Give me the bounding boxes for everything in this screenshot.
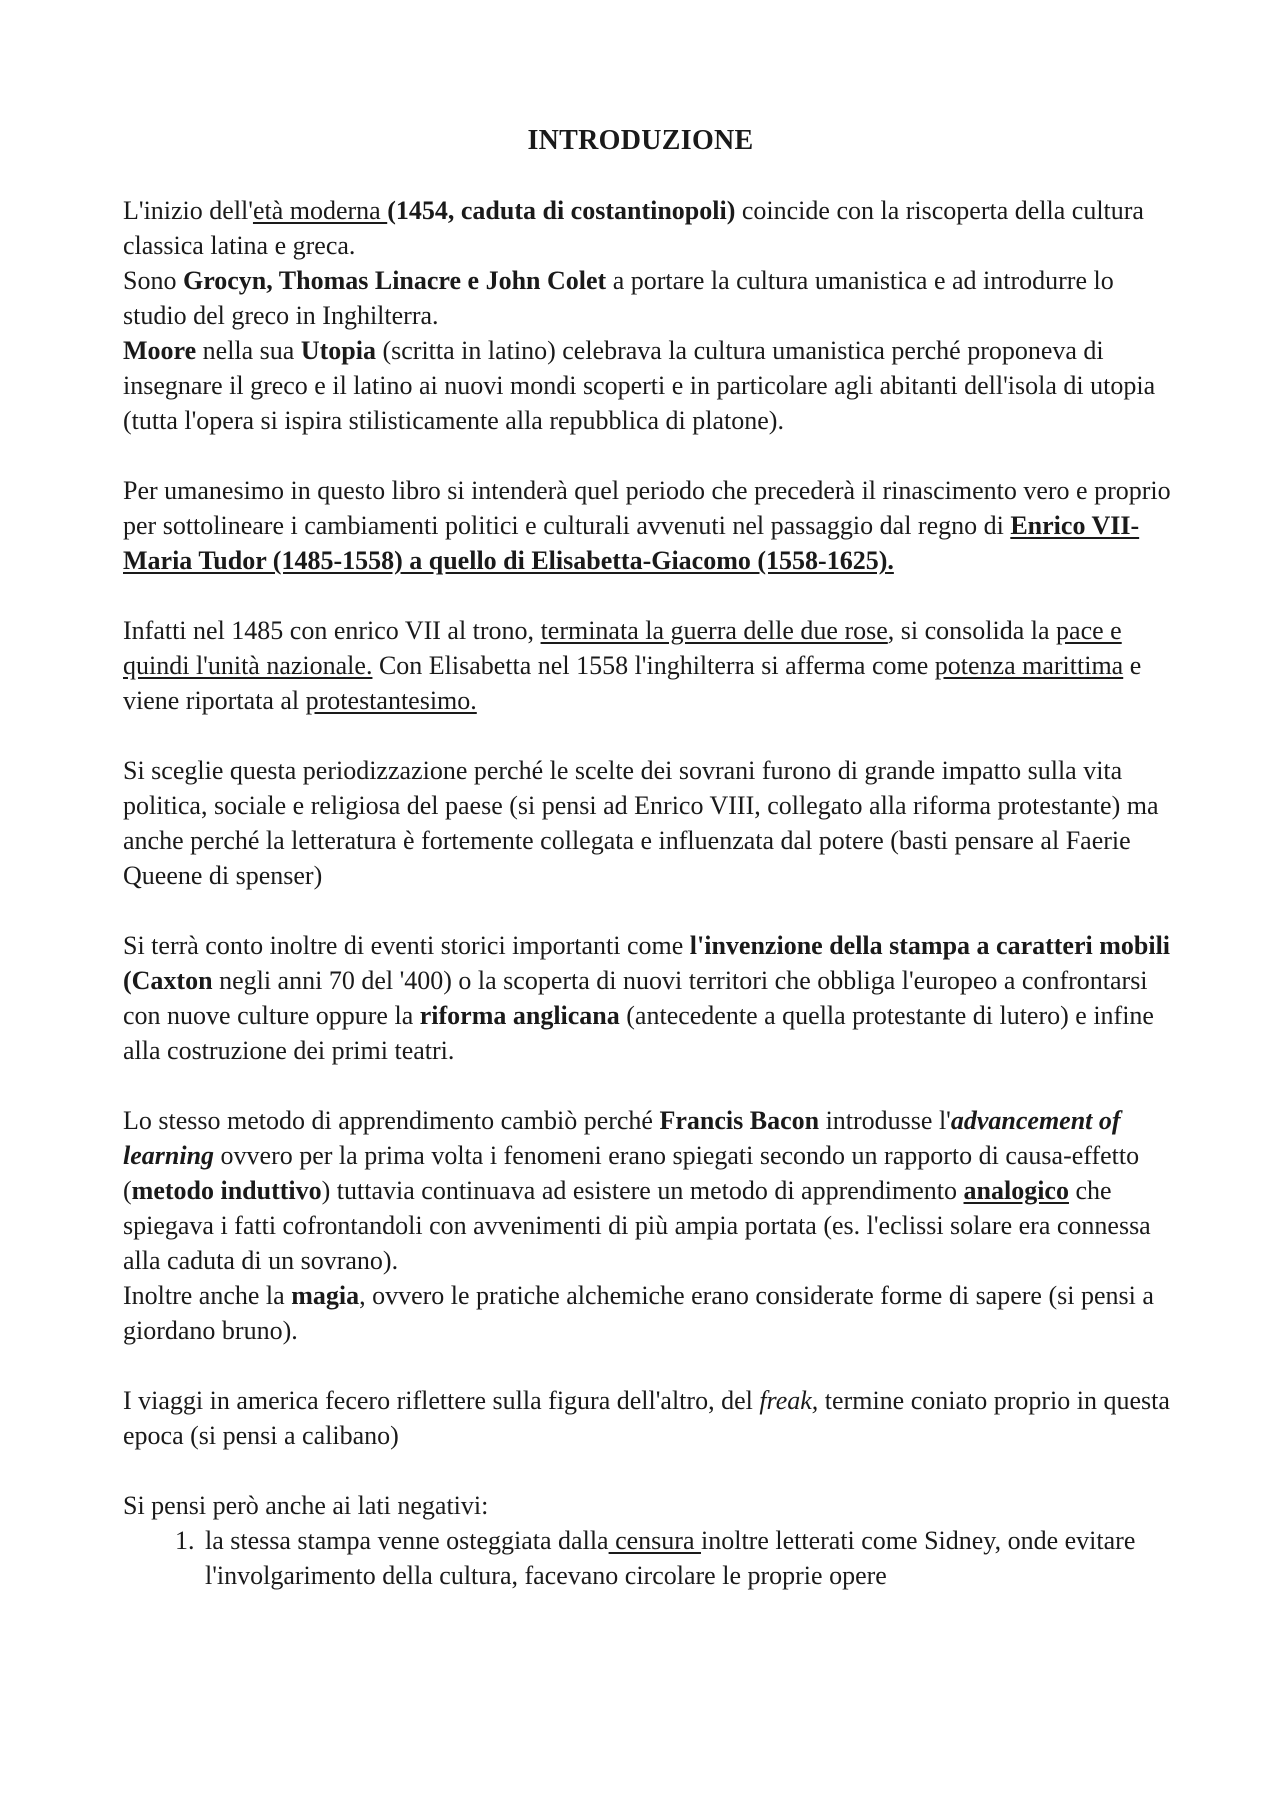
bold-text: Utopia: [300, 336, 376, 365]
bold-italic-text: advancement of learning: [123, 1106, 1121, 1170]
paragraph-viaggi: I viaggi in america fecero riflettere sulla figura dell'altro, del freak, termine coniato proprio in questa epoca (si pensi a calibano): [123, 1386, 1170, 1450]
bold-text: riforma anglicana: [419, 1001, 620, 1030]
underlined-text: età moderna: [252, 196, 388, 225]
list-item: 1. la stessa stampa venne osteggiata dalla censura inoltre letterati come Sidney, onde evitare l'involgarimento della cultura, facevano circolare le proprie opere: [201, 1523, 1183, 1593]
paragraph-periodo: Per umanesimo in questo libro si intenderà quel periodo che precederà il rinascimento vero e proprio per sottolineare i cambiamenti politici e culturali avvenuti nel passaggio dal regno di Enrico VII-Maria Tudor (1485-1558) a quello di Elisabetta-Giacomo (1558-1625).: [123, 476, 1171, 575]
underlined-text: terminata la guerra delle due rose: [540, 616, 888, 645]
bold-text: Grocyn, Thomas Linacre e John Colet: [182, 266, 607, 295]
bold-text: Francis Bacon: [659, 1106, 820, 1135]
paragraph-utopia: Moore nella sua Utopia (scritta in latino) celebrava la cultura umanistica perché proponeva di insegnare il greco e il latino ai nuovi mondi scoperti e in particolare agli abitanti dell'isola di utopia (tutta l'opera si ispira stilisticamente alla repubblica di platone).: [123, 336, 1156, 435]
document-body: [123, 193, 1183, 1593]
paragraph-umanisti: Sono Grocyn, Thomas Linacre e John Colet a portare la cultura umanistica e ad introdurre lo studio del greco in Inghilterra.: [123, 266, 1114, 330]
bold-text: metodo induttivo: [131, 1176, 322, 1205]
bold-text: l'invenzione della stampa a caratteri mobili (Caxton: [123, 931, 1171, 995]
numbered-list: [123, 1523, 1183, 1593]
underlined-text: potenza marittima: [934, 651, 1124, 680]
bold-underlined-text: analogico: [963, 1176, 1069, 1205]
bold-underlined-text: Enrico VII-Maria Tudor (1485-1558) a quello di Elisabetta-Giacomo (1558-1625).: [123, 511, 1140, 575]
paragraph-enrico-vii: Infatti nel 1485 con enrico VII al trono, terminata la guerra delle due rose, si consolida la pace e quindi l'unità nazionale. Con Elisabetta nel 1558 l'inghilterra si afferma come potenza marittima e viene riportata al protestantesimo.: [123, 616, 1142, 715]
italic-text: freak,: [759, 1386, 819, 1415]
paragraph-magia: Inoltre anche la magia, ovvero le pratiche alchemiche erano considerate forme di sapere (si pensi a giordano bruno).: [123, 1281, 1154, 1345]
paragraph-lati-negativi: Si pensi però anche ai lati negativi:: [123, 1491, 489, 1520]
underlined-text: protestantesimo.: [305, 686, 477, 715]
bold-text: (1454, caduta di costantinopoli): [387, 196, 736, 225]
paragraph-metodo: Lo stesso metodo di apprendimento cambiò perché Francis Bacon introdusse l'advancement of learning ovvero per la prima volta i fenomeni erano spiegati secondo un rapporto di causa-effetto (metodo induttivo) tuttavia continuava ad esistere un metodo di apprendimento analogico che spiegava i fatti cofrontandoli con avvenimenti di più ampia portata (es. l'eclissi solare era connessa alla caduta di un sovrano).: [123, 1106, 1151, 1275]
paragraph-periodizzazione: Si sceglie questa periodizzazione perché le scelte dei sovrani furono di grande impatto sulla vita politica, sociale e religiosa del paese (si pensi ad Enrico VIII, collegato alla riforma protestante) ma anche perché la letteratura è fortemente collegata e influenzata dal potere (basti pensare al Faerie Queene di spenser): [123, 756, 1159, 890]
page-title: INTRODUZIONE: [527, 125, 754, 156]
underlined-text: censura: [608, 1526, 701, 1555]
bold-text: Moore: [123, 336, 197, 365]
bold-text: magia: [291, 1281, 360, 1310]
paragraph-eta-moderna: L'inizio dell'età moderna (1454, caduta di costantinopoli) coincide con la riscoperta della cultura classica latina e greca.: [123, 196, 1144, 260]
underlined-text: pace e quindi l'unità nazionale.: [123, 616, 1122, 680]
paragraph-eventi-storici: Si terrà conto inoltre di eventi storici importanti come l'invenzione della stampa a caratteri mobili (Caxton negli anni 70 del '400) o la scoperta di nuovi territori che obbliga l'europeo a confrontarsi con nuove culture oppure la riforma anglicana (antecedente a quella protestante di lutero) e infine alla costruzione dei primi teatri.: [123, 931, 1171, 1065]
